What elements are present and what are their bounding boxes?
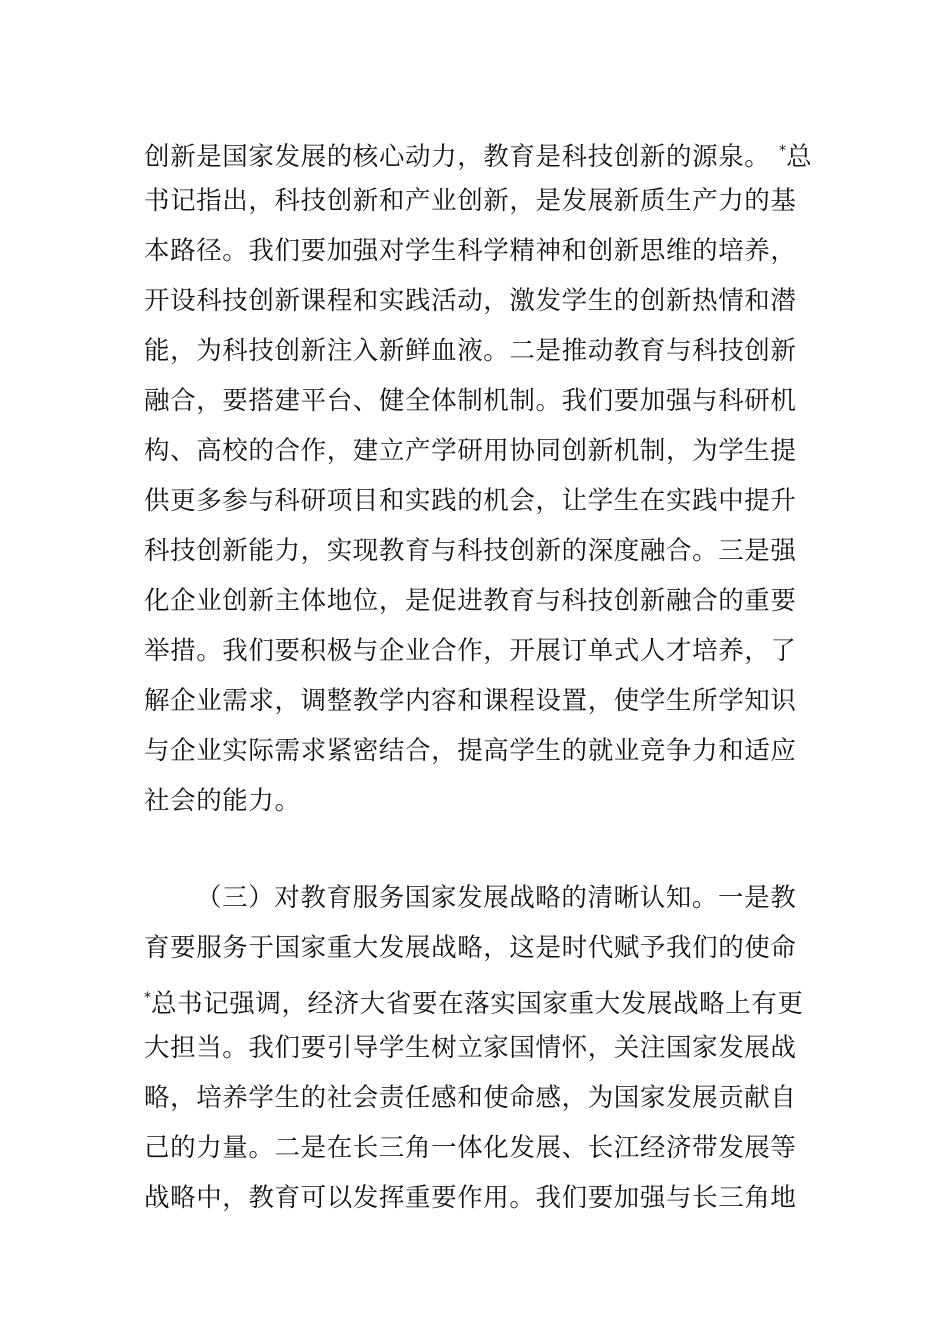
- paragraph-line: 解企业需求，调整教学内容和课程设置，使学生所学知识: [144, 686, 797, 716]
- paragraph-line: 书记指出，科技创新和产业创新，是发展新质生产力的基: [144, 186, 797, 216]
- paragraph-line: 己的力量。二是在长三角一体化发展、长江经济带发展等: [144, 1133, 797, 1163]
- paragraph-line: 大担当。我们要引导学生树立家国情怀，关注国家发展战: [144, 1033, 797, 1063]
- paragraph-line: 本路径。我们要加强对学生科学精神和创新思维的培养，: [144, 236, 797, 266]
- paragraph-line: 与企业实际需求紧密结合，提高学生的就业竞争力和适应: [144, 736, 797, 766]
- paragraph-line: 战略中，教育可以发挥重要作用。我们要加强与长三角地: [144, 1183, 797, 1213]
- paragraph-line: （三）对教育服务国家发展战略的清晰认知。一是教: [196, 883, 797, 913]
- text-segment: 总书记强调，经济大省要在落实国家重大发展战略上有更: [151, 989, 804, 1019]
- paragraph-line: 化企业创新主体地位，是促进教育与科技创新融合的重要: [144, 586, 797, 616]
- paragraph-line: 开设科技创新课程和实践活动，激发学生的创新热情和潜: [144, 286, 797, 316]
- paragraph-line: 育要服务于国家重大发展战略，这是时代赋予我们的使命: [144, 933, 797, 963]
- text-segment: 创新是国家发展的核心动力，教育是科技创新的源泉。: [144, 142, 771, 172]
- paragraph-line: 供更多参与科研项目和实践的机会，让学生在实践中提升: [144, 486, 797, 516]
- paragraph-line: [144, 126, 812, 176]
- paragraph-line: 能，为科技创新注入新鲜血液。二是推动教育与科技创新: [144, 336, 797, 366]
- paragraph-line: 科技创新能力，实现教育与科技创新的深度融合。三是强: [144, 536, 797, 566]
- paragraph-line: 融合，要搭建平台、健全体制机制。我们要加强与科研机: [144, 386, 797, 416]
- redaction-mark: *: [144, 990, 151, 1006]
- text-segment: 总: [786, 142, 813, 172]
- paragraph-line: [144, 973, 804, 1023]
- paragraph-line: 略，培养学生的社会责任感和使命感，为国家发展贡献自: [144, 1083, 797, 1113]
- redaction-mark: *: [779, 143, 787, 159]
- paragraph-line: 构、高校的合作，建立产学研用协同创新机制，为学生提: [144, 436, 797, 466]
- paragraph-line: 举措。我们要积极与企业合作，开展订单式人才培养，了: [144, 636, 797, 666]
- paragraph-line: 社会的能力。: [144, 786, 301, 816]
